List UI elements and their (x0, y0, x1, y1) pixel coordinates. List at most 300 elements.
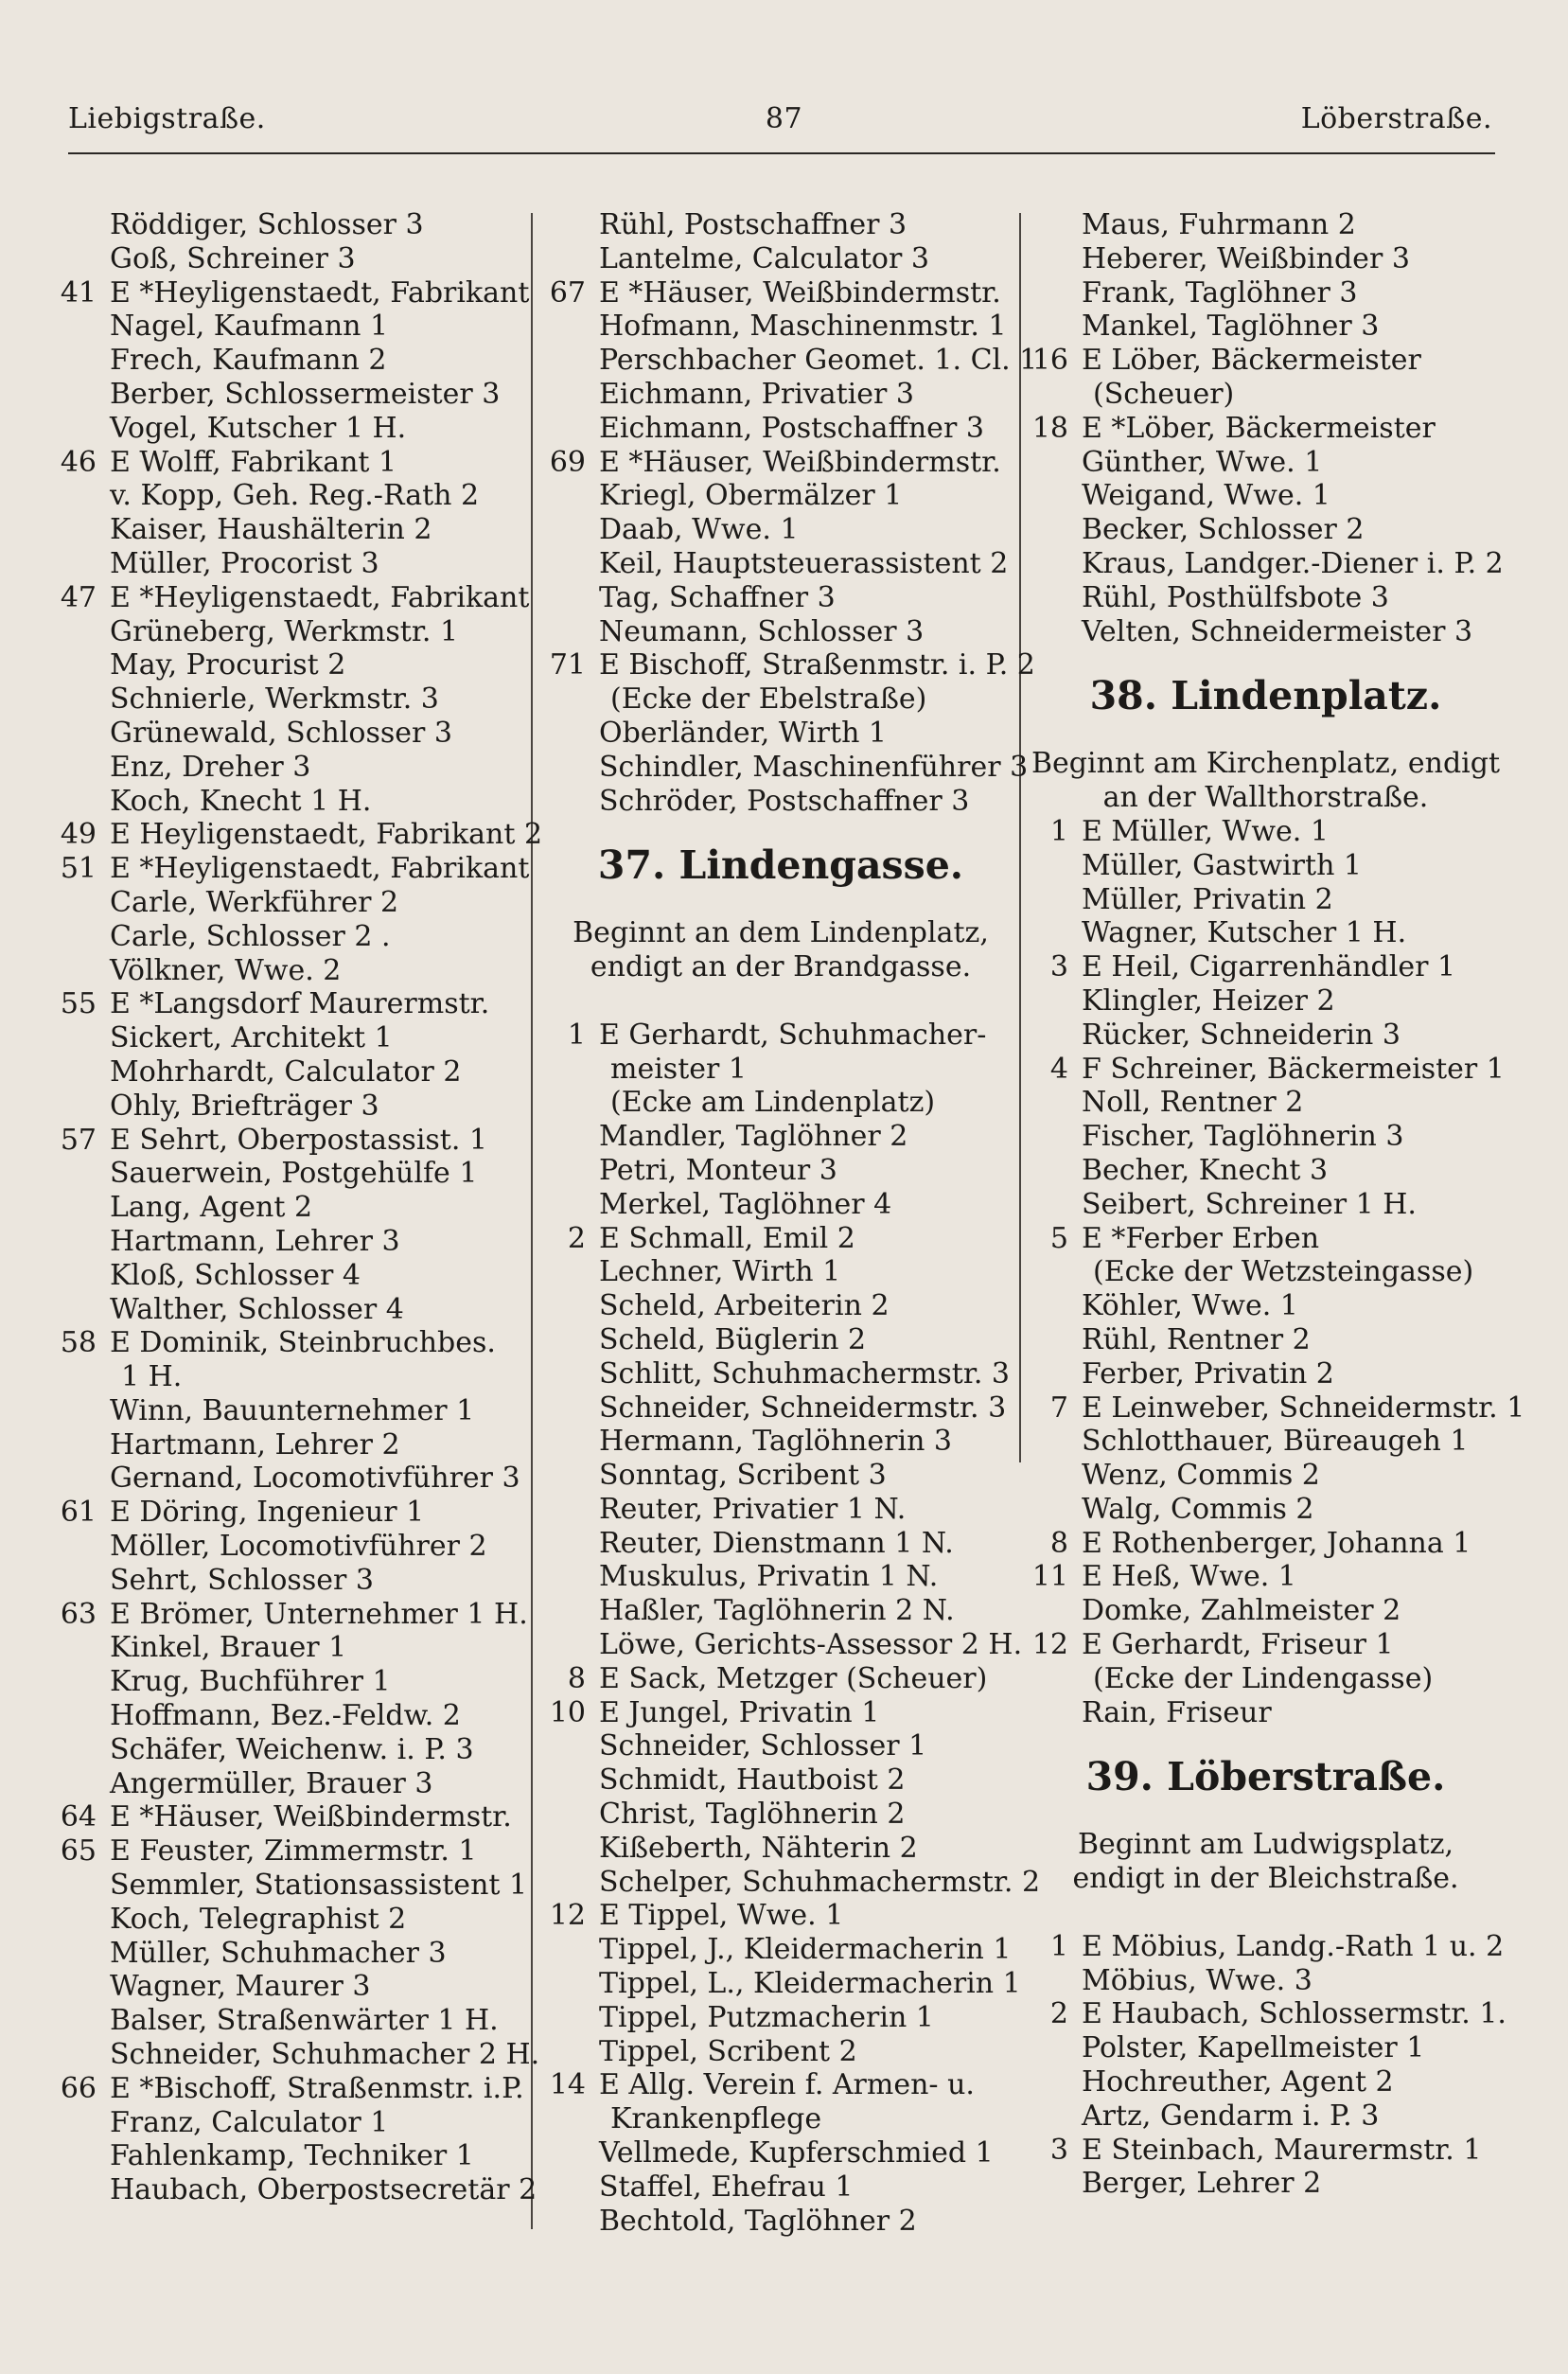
directory-entry (55, 615, 528, 649)
resident-entry: Haubach, Oberpostsecretär 2 (110, 2173, 537, 2207)
column-2 (544, 208, 1041, 2238)
directory-entry (55, 1564, 528, 1598)
resident-entry: Koch, Knecht 1 H. (110, 784, 372, 818)
house-number: 11 (1031, 1560, 1068, 1594)
house-number: 71 (549, 648, 586, 682)
house-number: 66 (60, 2071, 97, 2105)
resident-entry: Schlotthauer, Büreaugeh 1 (1082, 1425, 1469, 1459)
directory-entry (55, 208, 528, 242)
directory-entry (544, 1527, 1017, 1561)
directory-entry (544, 1120, 1017, 1154)
house-number: 3 (1049, 950, 1068, 984)
resident-entry: Kriegl, Obermälzer 1 (599, 479, 903, 513)
resident-entry: Kloß, Schlosser 4 (110, 1258, 361, 1292)
resident-entry: Müller, Procorist 3 (110, 546, 379, 580)
directory-entry (55, 1699, 528, 1733)
directory-entry (544, 1188, 1017, 1222)
resident-entry: Maus, Fuhrmann 2 (1082, 208, 1356, 241)
directory-entry (1027, 2134, 1505, 2168)
resident-entry: Mandler, Taglöhner 2 (599, 1120, 908, 1154)
resident-entry: Günther, Wwe. 1 (1082, 445, 1323, 479)
directory-entry (1027, 1391, 1525, 1426)
resident-entry: E Steinbach, Maurermstr. 1 (1082, 2133, 1482, 2167)
directory-entry (544, 1493, 1017, 1527)
directory-entry (1027, 1053, 1505, 1087)
directory-entry (55, 1462, 528, 1496)
resident-entry: Bechtold, Taglöhner 2 (599, 2204, 917, 2238)
house-number: 7 (1049, 1391, 1068, 1425)
house-number: 41 (60, 275, 97, 310)
resident-entry: E Tippel, Wwe. 1 (599, 1899, 844, 1933)
directory-entry (1027, 1120, 1505, 1154)
resident-entry: Klingler, Heizer 2 (1082, 983, 1335, 1018)
directory-entry (55, 1259, 528, 1293)
resident-entry: Möbius, Wwe. 3 (1082, 1963, 1313, 1997)
directory-entry (544, 2001, 1017, 2035)
directory-entry (544, 1798, 1017, 1832)
resident-entry: E Sack, Metzger (Scheuer) (599, 1661, 988, 1695)
directory-entry (55, 1326, 528, 1360)
directory-entry (55, 2106, 528, 2140)
directory-entry (1027, 1459, 1505, 1493)
directory-entry (544, 1425, 1017, 1459)
directory-entry (1027, 815, 1505, 849)
resident-entry: Müller, Gastwirth 1 (1082, 848, 1363, 882)
section-heading: 37. Lindengasse. (597, 842, 964, 889)
directory-entry (1027, 513, 1505, 547)
resident-entry: Hoffmann, Bez.-Feldw. 2 (110, 1699, 461, 1733)
directory-entry (544, 1086, 1017, 1120)
resident-entry: Grüneberg, Werkmstr. 1 (110, 614, 459, 648)
directory-entry (544, 615, 1017, 649)
house-number: 3 (1049, 2133, 1068, 2167)
header-rule (68, 152, 1495, 154)
resident-entry: E *Häuser, Weißbindermstr. (599, 275, 1001, 310)
directory-entry (1027, 2099, 1505, 2134)
directory-entry (544, 1865, 1041, 1900)
resident-entry: E Bischoff, Straßenmstr. i. P. 2 (599, 648, 1035, 682)
directory-entry (1027, 950, 1505, 984)
resident-entry: Domke, Zahlmeister 2 (1082, 1594, 1401, 1628)
resident-entry: Wenz, Commis 2 (1082, 1459, 1320, 1493)
directory-entry (1027, 916, 1505, 950)
resident-entry: F Schreiner, Bäckermeister 1 (1082, 1052, 1505, 1086)
resident-entry: Sauerwein, Postgehülfe 1 (110, 1157, 478, 1191)
resident-entry: Carle, Werkführer 2 (110, 885, 399, 919)
directory-entry (544, 446, 1017, 480)
resident-entry: E Döring, Ingenieur 1 (110, 1496, 425, 1530)
directory-entry (55, 1225, 528, 1259)
resident-entry: Schnierle, Werkmstr. 3 (110, 682, 439, 717)
resident-entry: Eichmann, Postschaffner 3 (599, 411, 984, 445)
house-number: 1 (1049, 1929, 1068, 1963)
resident-entry: Schlitt, Schuhmachermstr. 3 (599, 1356, 1011, 1391)
directory-entry (544, 1323, 1017, 1357)
directory-entry (544, 648, 1035, 682)
directory-entry (544, 242, 1017, 276)
resident-entry: meister 1 (610, 1052, 747, 1086)
directory-entry (55, 648, 528, 682)
house-number: 47 (60, 580, 97, 614)
directory-entry (544, 2136, 1017, 2170)
resident-entry: Walg, Commis 2 (1082, 1492, 1314, 1526)
directory-entry (55, 1970, 528, 2004)
resident-entry: Lang, Agent 2 (110, 1191, 313, 1225)
resident-entry: E Wolff, Fabrikant 1 (110, 445, 397, 479)
directory-entry (544, 1662, 1017, 1696)
house-number: 4 (1049, 1052, 1068, 1086)
resident-entry: Carle, Schlosser 2 . (110, 919, 391, 953)
house-number: 63 (60, 1597, 97, 1631)
directory-entry (1027, 984, 1505, 1019)
resident-entry: Kißeberth, Nähterin 2 (599, 1831, 918, 1865)
directory-entry (544, 378, 1017, 412)
resident-entry: Daab, Wwe. 1 (599, 513, 799, 547)
directory-entry (544, 2205, 1017, 2239)
directory-entry (55, 2038, 540, 2072)
resident-entry: Köhler, Wwe. 1 (1082, 1289, 1298, 1323)
directory-entry (55, 344, 528, 378)
resident-entry: Wagner, Kutscher 1 H. (1082, 916, 1407, 950)
section-heading: 38. Lindenplatz. (1089, 673, 1442, 719)
resident-entry: Mankel, Taglöhner 3 (1082, 310, 1380, 344)
directory-entry (55, 1428, 528, 1462)
directory-entry (55, 1869, 528, 1903)
resident-entry: Schneider, Schlosser 1 (599, 1729, 927, 1763)
resident-entry: E Möbius, Landg.-Rath 1 u. 2 (1082, 1929, 1505, 1963)
directory-entry (544, 1357, 1017, 1391)
directory-entry (1027, 1289, 1505, 1323)
directory-entry (544, 2102, 1017, 2136)
directory-entry (1027, 446, 1505, 480)
resident-entry: Schmidt, Hautboist 2 (599, 1763, 906, 1798)
column-1 (55, 208, 543, 2207)
resident-entry: Polster, Kapellmeister 1 (1082, 2031, 1425, 2065)
resident-entry: (Ecke der Wetzsteingasse) (1093, 1255, 1474, 1289)
resident-entry: Müller, Privatin 2 (1082, 882, 1333, 916)
directory-entry (1027, 547, 1505, 581)
directory-entry (544, 1560, 1017, 1594)
directory-entry (55, 785, 528, 819)
directory-entry (1027, 208, 1505, 242)
section-description: endigt an der Brandgasse. (590, 950, 972, 984)
directory-entry (544, 1154, 1017, 1188)
house-number: 1 (1049, 814, 1068, 848)
directory-entry (1027, 1357, 1505, 1391)
resident-entry: Schindler, Maschinenführer 3 (599, 750, 1029, 784)
resident-entry: Ferber, Privatin 2 (1082, 1356, 1334, 1391)
house-number: 1 (567, 1018, 586, 1052)
section-heading: 39. Löberstraße. (1085, 1754, 1446, 1800)
resident-entry: E Löber, Bäckermeister (1082, 344, 1421, 378)
column-divider (531, 213, 533, 2229)
resident-entry: Nagel, Kaufmann 1 (110, 310, 389, 344)
running-head-left: Liebigstraße. (68, 102, 266, 135)
resident-entry: Kinkel, Brauer 1 (110, 1631, 347, 1665)
resident-entry: Staffel, Ehefrau 1 (599, 2170, 854, 2204)
section-description: Beginnt am Ludwigsplatz, (1077, 1828, 1454, 1862)
directory-entry (544, 750, 1029, 785)
directory-entry (544, 717, 1017, 751)
resident-entry: Haßler, Taglöhnerin 2 N. (599, 1594, 955, 1628)
resident-entry: Hochreuther, Agent 2 (1082, 2065, 1394, 2099)
section-description: Beginnt an dem Lindenplatz, (573, 916, 989, 950)
directory-entry (1027, 1964, 1505, 1998)
directory-entry (55, 1021, 528, 1055)
resident-entry: Vogel, Kutscher 1 H. (110, 411, 407, 445)
directory-entry (544, 1967, 1021, 2001)
directory-entry (544, 1628, 1023, 1662)
directory-entry (55, 717, 528, 751)
directory-entry (1027, 1019, 1505, 1053)
house-number: 65 (60, 1834, 97, 1869)
directory-entry (1027, 1560, 1505, 1594)
directory-entry (1027, 849, 1505, 883)
resident-entry: Franz, Calculator 1 (110, 2105, 389, 2139)
directory-entry (1027, 276, 1505, 310)
resident-entry: Heberer, Weißbinder 3 (1082, 241, 1410, 275)
resident-entry: E Brömer, Unternehmer 1 H. (110, 1597, 528, 1631)
directory-entry (1027, 1594, 1505, 1628)
directory-entry (55, 1157, 528, 1191)
resident-entry: Koch, Telegraphist 2 (110, 1902, 407, 1936)
resident-entry: Lantelme, Calculator 3 (599, 241, 929, 275)
resident-entry: E Sehrt, Oberpostassist. 1 (110, 1123, 488, 1157)
resident-entry: Rühl, Posthülfsbote 3 (1082, 580, 1389, 614)
resident-entry: Noll, Rentner 2 (1082, 1086, 1304, 1120)
resident-entry: E Haubach, Schlossermstr. 1. (1082, 1997, 1506, 2031)
resident-entry: Lechner, Wirth 1 (599, 1255, 841, 1289)
resident-entry: v. Kopp, Geh. Reg.-Rath 2 (110, 479, 480, 513)
directory-entry (55, 1055, 528, 1090)
directory-entry (544, 1255, 1017, 1289)
directory-entry (1027, 1086, 1505, 1120)
resident-entry: Goß, Schreiner 3 (110, 241, 356, 275)
directory-entry (55, 1360, 528, 1394)
resident-entry: Krankenpflege (610, 2102, 822, 2136)
house-number: 57 (60, 1123, 97, 1157)
directory-entry (55, 1937, 528, 1971)
directory-entry (544, 1391, 1017, 1426)
resident-entry: Tippel, Putzmacherin 1 (599, 2000, 934, 2034)
resident-entry: E Heil, Cigarrenhändler 1 (1082, 950, 1456, 984)
directory-entry (55, 1191, 528, 1225)
resident-entry: Tippel, Scribent 2 (599, 2034, 857, 2068)
directory-entry (544, 1053, 1017, 1087)
section-description: an der Wallthorstraße. (1102, 781, 1429, 815)
resident-entry: Artz, Gendarm i. P. 3 (1082, 2099, 1380, 2133)
resident-entry: Seibert, Schreiner 1 H. (1082, 1187, 1417, 1221)
directory-entry (55, 852, 528, 886)
resident-entry: E *Häuser, Weißbindermstr. (599, 445, 1001, 479)
directory-entry (544, 1729, 1017, 1763)
directory-entry (544, 1459, 1017, 1493)
directory-entry (544, 785, 1017, 819)
resident-entry: E Gerhardt, Friseur 1 (1082, 1628, 1394, 1662)
resident-entry: Müller, Schuhmacher 3 (110, 1936, 447, 1970)
directory-entry (544, 2170, 1017, 2205)
directory-entry (55, 1800, 528, 1834)
resident-entry: E Schmall, Emil 2 (599, 1221, 855, 1255)
section-description: endigt in der Bleichstraße. (1072, 1862, 1459, 1896)
resident-entry: Weigand, Wwe. 1 (1082, 479, 1330, 513)
directory-entry (55, 1496, 528, 1530)
resident-entry: Walther, Schlosser 4 (110, 1292, 404, 1326)
directory-entry (1027, 883, 1505, 917)
resident-entry: Reuter, Privatier 1 N. (599, 1492, 907, 1526)
directory-entry (55, 1598, 528, 1632)
directory-entry (55, 547, 528, 581)
directory-entry (55, 479, 528, 513)
directory-entry (55, 1394, 528, 1428)
directory-entry (55, 310, 528, 344)
directory-entry (1027, 242, 1505, 276)
directory-entry (1027, 1323, 1505, 1357)
resident-entry: E *Bischoff, Straßenmstr. i.P. (110, 2071, 524, 2105)
section-description: Beginnt am Kirchenplatz, endigt (1031, 747, 1500, 781)
resident-entry: Berber, Schlossermeister 3 (110, 377, 501, 411)
directory-entry (55, 2139, 528, 2173)
resident-entry: Schelper, Schuhmachermstr. 2 (599, 1865, 1041, 1899)
directory-entry (1027, 412, 1505, 446)
resident-entry: Röddiger, Schlosser 3 (110, 208, 424, 241)
resident-entry: Neumann, Schlosser 3 (599, 614, 925, 648)
directory-entry (55, 513, 528, 547)
resident-entry: E Heß, Wwe. 1 (1082, 1560, 1296, 1594)
resident-entry: Merkel, Taglöhner 4 (599, 1187, 892, 1221)
directory-entry (544, 1933, 1017, 1967)
directory-entry (544, 547, 1017, 581)
directory-entry (1027, 479, 1505, 513)
resident-entry: E Feuster, Zimmermstr. 1 (110, 1834, 477, 1869)
resident-entry: Möller, Locomotivführer 2 (110, 1530, 487, 1564)
directory-entry (1027, 581, 1505, 615)
resident-entry: Velten, Schneidermeister 3 (1082, 614, 1473, 648)
directory-entry (544, 208, 1017, 242)
resident-entry: Hofmann, Maschinenmstr. 1 (599, 310, 1007, 344)
resident-entry: Völkner, Wwe. 2 (110, 953, 342, 987)
resident-entry: 1 H. (121, 1360, 183, 1394)
resident-entry: Hartmann, Lehrer 2 (110, 1427, 400, 1462)
resident-entry: Scheld, Büglerin 2 (599, 1322, 867, 1356)
directory-entry (55, 1631, 528, 1665)
resident-entry: Winn, Bauunternehmer 1 (110, 1393, 475, 1427)
resident-entry: Hartmann, Lehrer 3 (110, 1224, 400, 1258)
directory-entry (55, 1124, 528, 1158)
resident-entry: Oberländer, Wirth 1 (599, 716, 888, 750)
directory-entry (55, 1530, 528, 1564)
resident-entry: Gernand, Locomotivführer 3 (110, 1462, 520, 1496)
resident-entry: E *Ferber Erben (1082, 1221, 1320, 1255)
directory-entry (544, 1832, 1017, 1866)
resident-entry: Keil, Hauptsteuerassistent 2 (599, 546, 1009, 580)
directory-entry (55, 920, 528, 954)
directory-entry (544, 2035, 1017, 2069)
resident-entry: Berger, Lehrer 2 (1082, 2167, 1322, 2201)
directory-entry (544, 310, 1017, 344)
resident-entry: E Müller, Wwe. 1 (1082, 814, 1329, 848)
resident-entry: Schneider, Schuhmacher 2 H. (110, 2038, 540, 2072)
resident-entry: Tag, Schaffner 3 (599, 580, 836, 614)
resident-entry: Rühl, Rentner 2 (1082, 1322, 1311, 1356)
directory-entry (55, 446, 528, 480)
resident-entry: Schröder, Postschaffner 3 (599, 784, 970, 818)
directory-entry (55, 1665, 528, 1699)
directory-entry (55, 1293, 528, 1327)
resident-entry: Enz, Dreher 3 (110, 750, 311, 784)
directory-entry (544, 682, 1017, 717)
directory-entry (1027, 1696, 1505, 1730)
directory-entry (55, 1834, 528, 1869)
house-number: 8 (1049, 1526, 1068, 1560)
directory-entry (55, 682, 528, 717)
directory-entry (544, 1763, 1017, 1798)
resident-entry: Hermann, Taglöhnerin 3 (599, 1425, 953, 1459)
resident-entry: E Heyligenstaedt, Fabrikant 2 (110, 818, 543, 852)
directory-entry (544, 984, 1017, 1019)
house-number: 49 (60, 818, 97, 852)
resident-entry: Angermüller, Brauer 3 (110, 1766, 433, 1800)
directory-entry (544, 1899, 1017, 1933)
directory-entry (55, 2004, 528, 2038)
house-number: 51 (60, 852, 97, 886)
directory-entry (55, 242, 528, 276)
resident-entry: Petri, Monteur 3 (599, 1153, 837, 1187)
resident-entry: (Scheuer) (1093, 377, 1235, 411)
resident-entry: E *Heyligenstaedt, Fabrikant (110, 852, 530, 886)
resident-entry: Becker, Schlosser 2 (1082, 513, 1365, 547)
directory-entry (55, 818, 543, 852)
house-number: 12 (549, 1899, 586, 1933)
resident-entry: Ohly, Briefträger 3 (110, 1089, 379, 1123)
running-head-right: Löberstraße. (1300, 102, 1492, 135)
directory-entry (1027, 1255, 1505, 1289)
resident-entry: Grünewald, Schlosser 3 (110, 716, 452, 750)
house-number: 8 (567, 1661, 586, 1695)
directory-entry (55, 1903, 528, 1937)
resident-entry: Frank, Taglöhner 3 (1082, 275, 1358, 310)
directory-entry (55, 1767, 528, 1801)
directory-entry (55, 2072, 528, 2106)
resident-entry: E Dominik, Steinbruchbes. (110, 1326, 496, 1360)
directory-entry (544, 479, 1017, 513)
resident-entry: E *Langsdorf Maurermstr. (110, 987, 490, 1021)
resident-entry: Fahlenkamp, Techniker 1 (110, 2139, 474, 2173)
directory-entry (55, 1090, 528, 1124)
directory-entry (1027, 2167, 1505, 2201)
resident-entry: Semmler, Stationsassistent 1 (110, 1869, 528, 1903)
house-number: 2 (1049, 1997, 1068, 2031)
house-number: 61 (60, 1496, 97, 1530)
directory-entry (544, 1289, 1017, 1323)
resident-entry: Tippel, L., Kleidermacherin 1 (599, 1967, 1021, 2001)
directory-entry (544, 2068, 1017, 2102)
resident-entry: Rain, Friseur (1082, 1695, 1272, 1729)
house-number: 46 (60, 445, 97, 479)
resident-entry: Sehrt, Schlosser 3 (110, 1563, 374, 1597)
directory-entry (544, 581, 1017, 615)
directory-entry (1027, 2065, 1505, 2099)
resident-entry: Vellmede, Kupferschmied 1 (599, 2136, 994, 2170)
directory-entry (1027, 1527, 1505, 1561)
column-divider (1019, 213, 1021, 1462)
directory-entry (1027, 1154, 1505, 1188)
resident-entry: E Leinweber, Schneidermstr. 1 (1082, 1391, 1525, 1425)
resident-entry: Scheld, Arbeiterin 2 (599, 1289, 890, 1323)
resident-entry: E Rothenberger, Johanna 1 (1082, 1526, 1471, 1560)
directory-entry (55, 581, 528, 615)
resident-entry: Löwe, Gerichts-Assessor 2 H. (599, 1628, 1023, 1662)
